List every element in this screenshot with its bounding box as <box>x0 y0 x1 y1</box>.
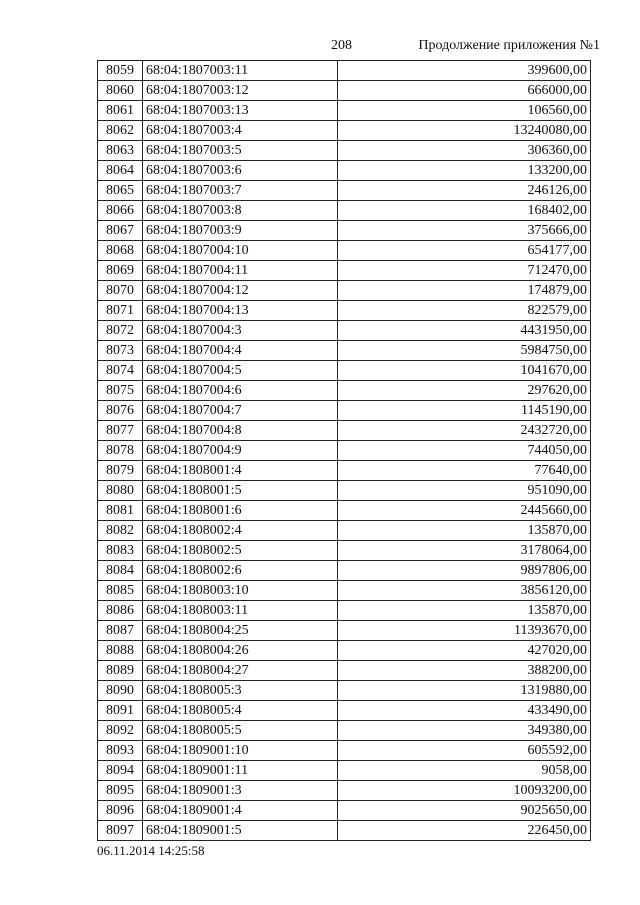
row-number: 8067 <box>98 221 143 241</box>
row-number: 8095 <box>98 781 143 801</box>
cadastral-value: 106560,00 <box>338 101 591 121</box>
cadastral-number: 68:04:1807004:13 <box>143 301 338 321</box>
row-number: 8090 <box>98 681 143 701</box>
row-number: 8061 <box>98 101 143 121</box>
table-row <box>98 301 591 321</box>
cadastral-number: 68:04:1808001:6 <box>143 501 338 521</box>
cadastral-number: 68:04:1807003:4 <box>143 121 338 141</box>
row-number: 8083 <box>98 541 143 561</box>
cadastral-number: 68:04:1807003:12 <box>143 81 338 101</box>
cadastral-number: 68:04:1809001:4 <box>143 801 338 821</box>
table-row <box>98 141 591 161</box>
cadastral-number: 68:04:1807003:8 <box>143 201 338 221</box>
cadastral-value: 1319880,00 <box>338 681 591 701</box>
table-row <box>98 621 591 641</box>
cadastral-number: 68:04:1807003:9 <box>143 221 338 241</box>
cadastral-number: 68:04:1808002:6 <box>143 561 338 581</box>
table-row <box>98 681 591 701</box>
table-row <box>98 321 591 341</box>
table-row <box>98 601 591 621</box>
table-row <box>98 121 591 141</box>
row-number: 8060 <box>98 81 143 101</box>
cadastral-value: 822579,00 <box>338 301 591 321</box>
table-row <box>98 161 591 181</box>
row-number: 8079 <box>98 461 143 481</box>
cadastral-value: 5984750,00 <box>338 341 591 361</box>
row-number: 8064 <box>98 161 143 181</box>
cadastral-number: 68:04:1808002:4 <box>143 521 338 541</box>
row-number: 8082 <box>98 521 143 541</box>
table-row <box>98 221 591 241</box>
cadastral-value: 2432720,00 <box>338 421 591 441</box>
row-number: 8075 <box>98 381 143 401</box>
cadastral-value: 133200,00 <box>338 161 591 181</box>
row-number: 8092 <box>98 721 143 741</box>
cadastral-value: 9025650,00 <box>338 801 591 821</box>
cadastral-number: 68:04:1807003:6 <box>143 161 338 181</box>
cadastral-number: 68:04:1809001:3 <box>143 781 338 801</box>
cadastral-number: 68:04:1808004:26 <box>143 641 338 661</box>
cadastral-number: 68:04:1809001:5 <box>143 821 338 841</box>
row-number: 8097 <box>98 821 143 841</box>
row-number: 8089 <box>98 661 143 681</box>
cadastral-number: 68:04:1807004:5 <box>143 361 338 381</box>
table-row <box>98 61 591 81</box>
table-row <box>98 461 591 481</box>
cadastral-value: 11393670,00 <box>338 621 591 641</box>
print-timestamp: 06.11.2014 14:25:58 <box>97 843 205 858</box>
cadastral-number: 68:04:1807003:11 <box>143 61 338 81</box>
table-row <box>98 781 591 801</box>
appendix-note: Продолжение приложения №1 <box>418 38 600 53</box>
table-row <box>98 441 591 461</box>
table-row <box>98 721 591 741</box>
cadastral-value: 375666,00 <box>338 221 591 241</box>
cadastral-number: 68:04:1808002:5 <box>143 541 338 561</box>
row-number: 8066 <box>98 201 143 221</box>
table-row <box>98 581 591 601</box>
cadastral-number: 68:04:1808005:3 <box>143 681 338 701</box>
cadastral-value: 951090,00 <box>338 481 591 501</box>
cadastral-value: 3178064,00 <box>338 541 591 561</box>
table-row <box>98 821 591 841</box>
cadastral-value: 168402,00 <box>338 201 591 221</box>
row-number: 8081 <box>98 501 143 521</box>
row-number: 8074 <box>98 361 143 381</box>
cadastral-value: 399600,00 <box>338 61 591 81</box>
cadastral-value: 1145190,00 <box>338 401 591 421</box>
cadastral-value: 77640,00 <box>338 461 591 481</box>
cadastral-value: 4431950,00 <box>338 321 591 341</box>
cadastral-value: 349380,00 <box>338 721 591 741</box>
table-row <box>98 741 591 761</box>
cadastral-value: 226450,00 <box>338 821 591 841</box>
table-row <box>98 81 591 101</box>
cadastral-number: 68:04:1807003:13 <box>143 101 338 121</box>
cadastral-number: 68:04:1807004:7 <box>143 401 338 421</box>
cadastral-value: 9058,00 <box>338 761 591 781</box>
table-row <box>98 801 591 821</box>
cadastral-value: 427020,00 <box>338 641 591 661</box>
row-number: 8080 <box>98 481 143 501</box>
table-row <box>98 241 591 261</box>
table-row <box>98 361 591 381</box>
cadastral-value: 135870,00 <box>338 521 591 541</box>
cadastral-value: 13240080,00 <box>338 121 591 141</box>
row-number: 8077 <box>98 421 143 441</box>
row-number: 8078 <box>98 441 143 461</box>
cadastral-value: 3856120,00 <box>338 581 591 601</box>
table-row <box>98 561 591 581</box>
cadastral-value: 654177,00 <box>338 241 591 261</box>
row-number: 8065 <box>98 181 143 201</box>
cadastral-number: 68:04:1808003:10 <box>143 581 338 601</box>
cadastral-number: 68:04:1808001:4 <box>143 461 338 481</box>
table-row <box>98 201 591 221</box>
row-number: 8059 <box>98 61 143 81</box>
row-number: 8094 <box>98 761 143 781</box>
cadastral-value: 174879,00 <box>338 281 591 301</box>
cadastral-number: 68:04:1807004:4 <box>143 341 338 361</box>
row-number: 8069 <box>98 261 143 281</box>
row-number: 8093 <box>98 741 143 761</box>
cadastral-number: 68:04:1807003:7 <box>143 181 338 201</box>
table-row <box>98 381 591 401</box>
row-number: 8086 <box>98 601 143 621</box>
cadastral-number: 68:04:1807004:8 <box>143 421 338 441</box>
cadastral-number: 68:04:1808005:4 <box>143 701 338 721</box>
table-row <box>98 261 591 281</box>
cadastral-value: 433490,00 <box>338 701 591 721</box>
cadastral-number: 68:04:1807004:10 <box>143 241 338 261</box>
cadastral-value: 246126,00 <box>338 181 591 201</box>
cadastral-value: 10093200,00 <box>338 781 591 801</box>
cadastral-number: 68:04:1808004:27 <box>143 661 338 681</box>
table-row <box>98 701 591 721</box>
row-number: 8070 <box>98 281 143 301</box>
registry-table <box>97 60 591 841</box>
row-number: 8096 <box>98 801 143 821</box>
cadastral-value: 388200,00 <box>338 661 591 681</box>
page-number: 208 <box>331 38 352 53</box>
row-number: 8088 <box>98 641 143 661</box>
cadastral-number: 68:04:1809001:10 <box>143 741 338 761</box>
cadastral-number: 68:04:1807004:12 <box>143 281 338 301</box>
cadastral-number: 68:04:1808004:25 <box>143 621 338 641</box>
cadastral-value: 297620,00 <box>338 381 591 401</box>
row-number: 8091 <box>98 701 143 721</box>
row-number: 8087 <box>98 621 143 641</box>
cadastral-value: 605592,00 <box>338 741 591 761</box>
cadastral-number: 68:04:1808001:5 <box>143 481 338 501</box>
cadastral-value: 2445660,00 <box>338 501 591 521</box>
row-number: 8076 <box>98 401 143 421</box>
row-number: 8084 <box>98 561 143 581</box>
cadastral-number: 68:04:1809001:11 <box>143 761 338 781</box>
cadastral-number: 68:04:1807004:9 <box>143 441 338 461</box>
table-row <box>98 481 591 501</box>
cadastral-number: 68:04:1807003:5 <box>143 141 338 161</box>
table-row <box>98 641 591 661</box>
cadastral-value: 712470,00 <box>338 261 591 281</box>
table-row <box>98 761 591 781</box>
cadastral-value: 306360,00 <box>338 141 591 161</box>
table-row <box>98 401 591 421</box>
cadastral-number: 68:04:1807004:3 <box>143 321 338 341</box>
table-row <box>98 541 591 561</box>
table-row <box>98 341 591 361</box>
table-row <box>98 501 591 521</box>
row-number: 8085 <box>98 581 143 601</box>
table-row <box>98 181 591 201</box>
cadastral-value: 744050,00 <box>338 441 591 461</box>
table-row <box>98 281 591 301</box>
row-number: 8062 <box>98 121 143 141</box>
cadastral-value: 1041670,00 <box>338 361 591 381</box>
table-row <box>98 521 591 541</box>
cadastral-number: 68:04:1807004:6 <box>143 381 338 401</box>
cadastral-number: 68:04:1807004:11 <box>143 261 338 281</box>
table-row <box>98 101 591 121</box>
cadastral-number: 68:04:1808003:11 <box>143 601 338 621</box>
row-number: 8068 <box>98 241 143 261</box>
registry-table-body <box>98 61 591 841</box>
row-number: 8072 <box>98 321 143 341</box>
cadastral-value: 9897806,00 <box>338 561 591 581</box>
row-number: 8063 <box>98 141 143 161</box>
table-row <box>98 661 591 681</box>
cadastral-value: 666000,00 <box>338 81 591 101</box>
cadastral-value: 135870,00 <box>338 601 591 621</box>
row-number: 8071 <box>98 301 143 321</box>
table-row <box>98 421 591 441</box>
row-number: 8073 <box>98 341 143 361</box>
cadastral-number: 68:04:1808005:5 <box>143 721 338 741</box>
